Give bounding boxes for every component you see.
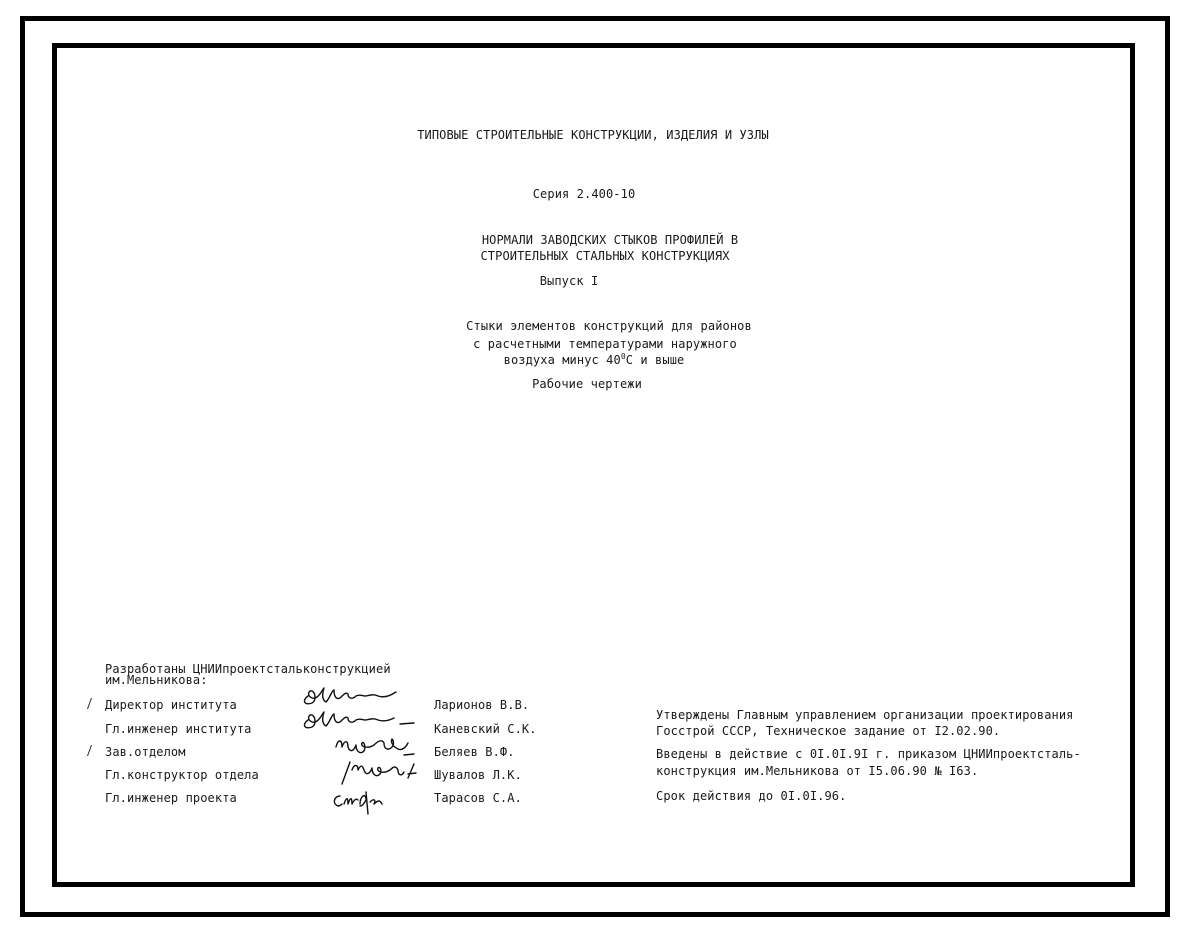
developer-org-line2: им.Мельникова:: [105, 673, 208, 687]
enactment-line1: Введены в действие с 0I.0I.9I г. приказом ЦНИИпроектсталь-: [656, 747, 1081, 761]
signature-larionov: [300, 682, 400, 708]
approval-line2: Госстрой СССР, Техническое задание от I2.02.90.: [656, 724, 1001, 738]
person-name: Тарасов С.А.: [434, 791, 522, 805]
approval-line1: Утверждены Главным управлением организации проектирования: [656, 708, 1074, 722]
subject-line1: Стыки элементов конструкций для районов: [466, 319, 752, 333]
working-drawings-label: Рабочие чертежи: [532, 377, 642, 391]
position-title: Гл.конструктор отдела: [105, 768, 259, 782]
signature-tarasov: [330, 786, 390, 816]
person-name: Ларионов В.В.: [434, 698, 530, 712]
signature-shuvalov: [336, 758, 420, 786]
position-title: Гл.инженер проекта: [105, 791, 237, 805]
subject-line2: с расчетными температурами наружного: [473, 337, 737, 351]
person-name: Беляев В.Ф.: [434, 745, 515, 759]
document-title-line2: СТРОИТЕЛЬНЫХ СТАЛЬНЫХ КОНСТРУКЦИЯХ: [480, 249, 730, 263]
issue-number: Выпуск I: [539, 274, 599, 288]
position-title: Гл.инженер института: [105, 722, 252, 736]
person-name: Шувалов Л.К.: [434, 768, 522, 782]
subject-line3: воздуха минус $40^0С$ и выше: [503, 352, 685, 367]
developer-org-line1: Разработаны ЦНИИпроектстальконструкцией: [105, 662, 391, 676]
document-title-line1: НОРМАЛИ ЗАВОДСКИХ СТЫКОВ ПРОФИЛЕЙ В: [481, 233, 739, 247]
series-title: ТИПОВЫЕ СТРОИТЕЛЬНЫЕ КОНСТРУКЦИИ, ИЗДЕЛИЯ И УЗЛЫ: [417, 128, 769, 142]
enactment-line2: конструкция им.Мельникова от I5.06.90 № I63.: [656, 764, 979, 778]
position-title: Директор института: [105, 698, 237, 712]
series-number: Серия 2.400-10: [532, 187, 636, 201]
signature-kanevsky: [300, 706, 420, 732]
validity-period: Срок действия до 0I.0I.96.: [656, 789, 847, 803]
person-name: Каневский С.К.: [434, 722, 537, 736]
position-title: Зав.отделом: [105, 745, 186, 759]
